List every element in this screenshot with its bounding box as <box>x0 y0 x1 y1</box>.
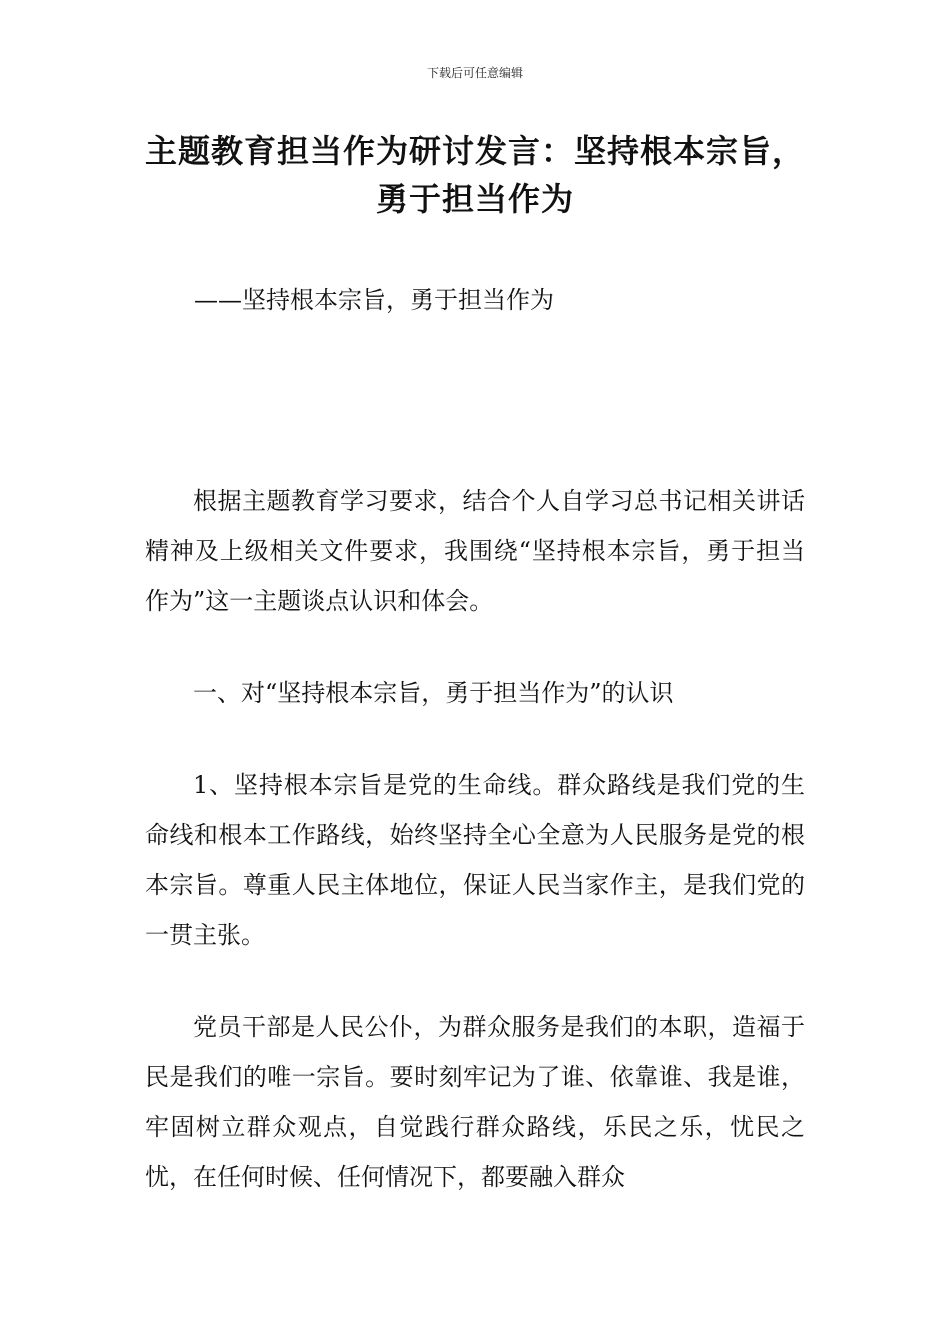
document-body <box>145 476 805 1202</box>
paragraph-intro: 根据主题教育学习要求，结合个人自学习总书记相关讲话精神及上级相关文件要求，我围绕“坚持根本宗旨，勇于担当作为”这一主题谈点认识和体会。 <box>145 487 805 615</box>
paragraph-point-1: 1、坚持根本宗旨是党的生命线。群众路线是我们党的生命线和根本工作路线，始终坚持全心全意为人民服务是党的根本宗旨。尊重人民主体地位，保证人民当家作主，是我们党的一贯主张。 <box>145 771 805 949</box>
header-note: 下载后可任意编辑 <box>426 66 523 80</box>
section-heading-1: 一、对“坚持根本宗旨，勇于担当作为”的认识 <box>193 679 674 707</box>
paragraph-party-members: 党员干部是人民公仆，为群众服务是我们的本职，造福于民是我们的唯一宗旨。要时刻牢记为了谁、依靠谁、我是谁，牢固树立群众观点，自觉践行群众路线，乐民之乐，忧民之忧，在任何时候、任何情况下，都要融入群众 <box>145 1013 805 1191</box>
document-title: 主题教育担当作为研讨发言：坚持根本宗旨，勇于担当作为 <box>144 132 805 218</box>
document-subtitle: ——坚持根本宗旨，勇于担当作为 <box>194 286 554 314</box>
